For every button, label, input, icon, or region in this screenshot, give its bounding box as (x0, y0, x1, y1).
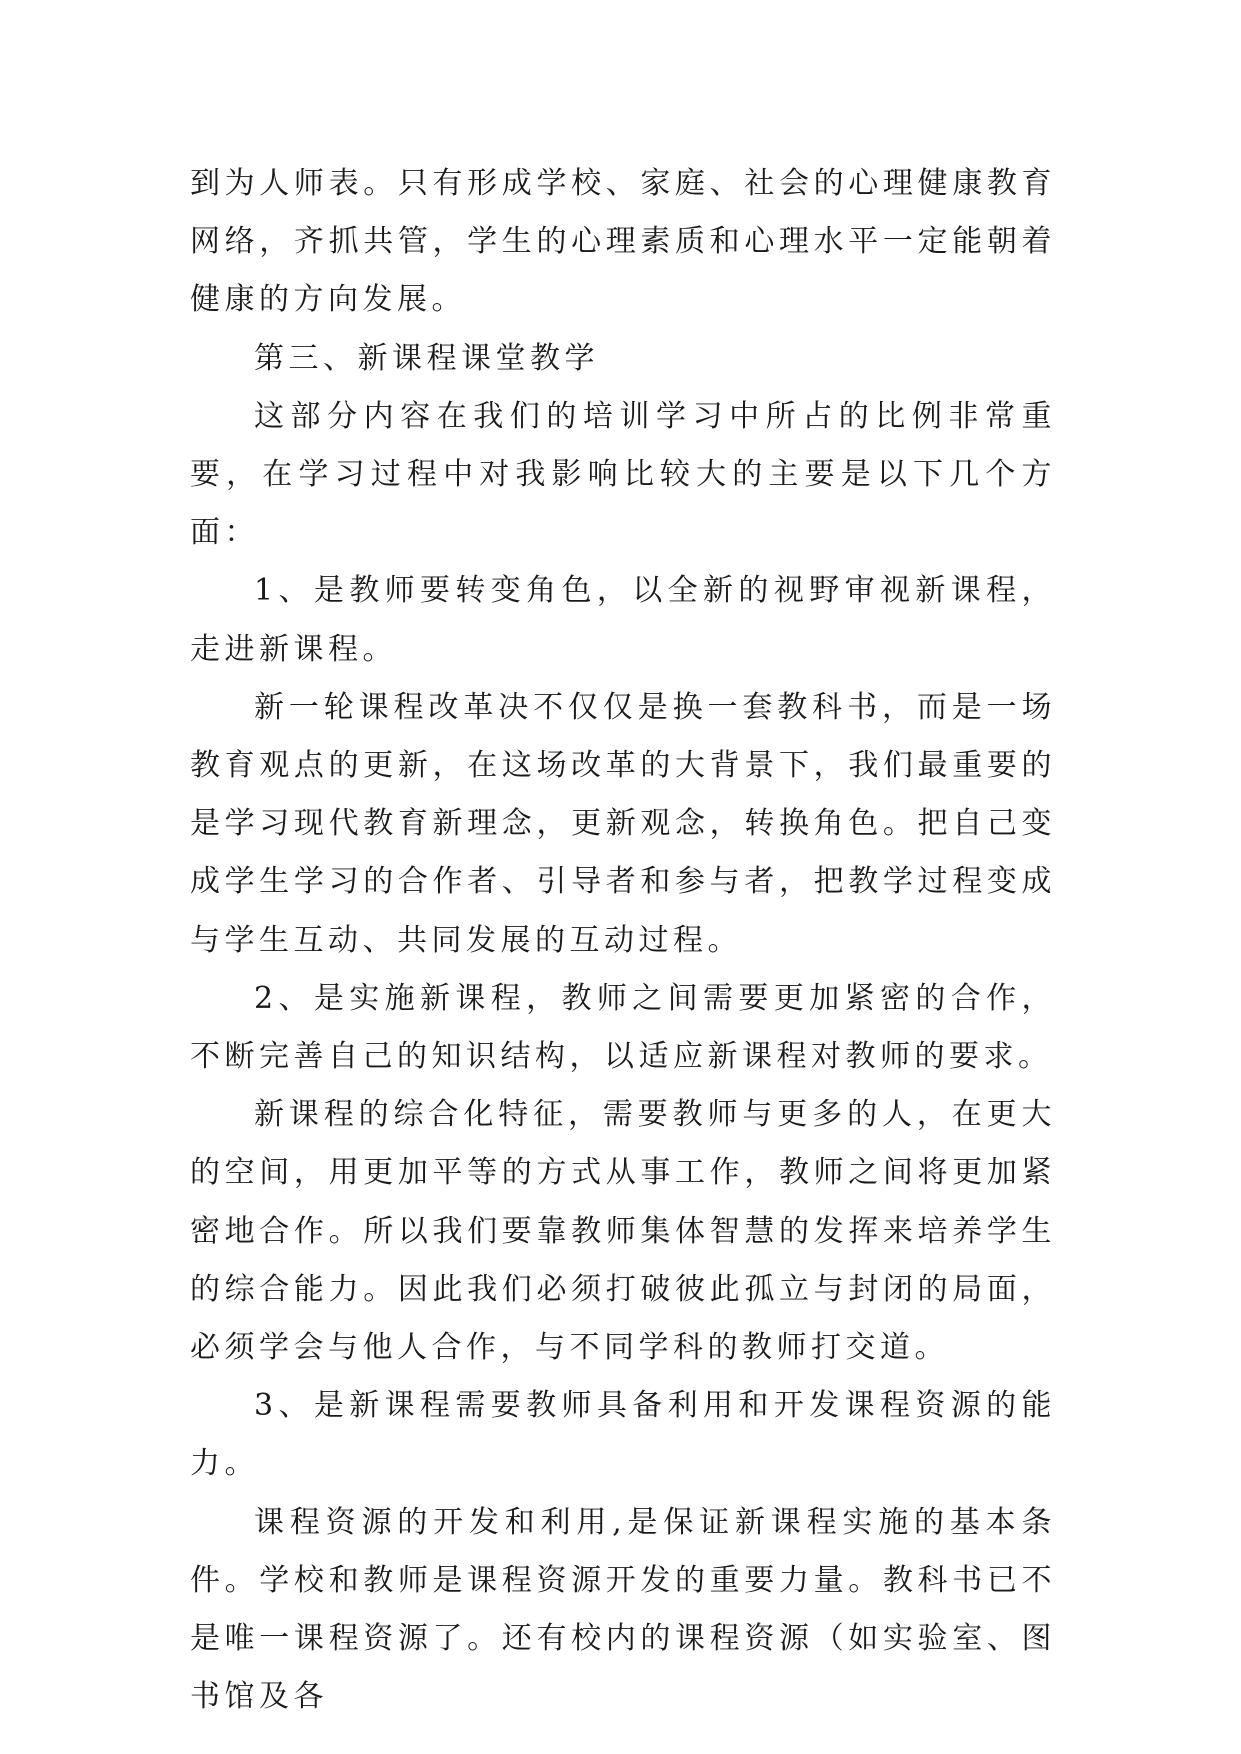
list-item-2: 2、是实施新课程，教师之间需要更加紧密的合作，不断完善自己的知识结构，以适应新课程对教师的要求。 (190, 980, 1056, 1075)
list-item-1: 1、是教师要转变角色，以全新的视野审视新课程，走进新课程。 (190, 573, 1056, 667)
paragraph-cooperation: 新课程的综合化特征，需要教师与更多的人，在更大的空间，用更加平等的方式从事工作，教师之间将更加紧密地合作。所以我们要靠教师集体智慧的发挥来培养学生的综合能力。因此我们必须打破彼此孤立与封闭的局面，必须学会与他人合作，与不同学科的教师打交道。 (190, 1097, 1056, 1366)
paragraph-intro: 这部分内容在我们的培训学习中所占的比例非常重要，在学习过程中对我影响比较大的主要是以下几个方面： (190, 398, 1056, 551)
paragraph-resources: 课程资源的开发和利用,是保证新课程实施的基本条件。学校和教师是课程资源开发的重要力量。教科书已不是唯一课程资源了。还有校内的课程资源（如实验室、图书馆及各 (190, 1504, 1056, 1715)
section-heading-new-curriculum: 第三、新课程课堂教学 (254, 340, 599, 376)
list-item-3: 3、是新课程需要教师具备利用和开发课程资源的能力。 (190, 1388, 1056, 1482)
paragraph-role-change: 新一轮课程改革决不仅仅是换一套教科书，而是一场教育观点的更新，在这场改革的大背景下，我们最重要的是学习现代教育新理念，更新观念，转换角色。把自己变成学生学习的合作者、引导者和参与者，把教学过程变成与学生互动、共同发展的互动过程。 (190, 689, 1056, 958)
document-body (190, 155, 1056, 1726)
paragraph-continuation: 到为人师表。只有形成学校、家庭、社会的心理健康教育网络，齐抓共管，学生的心理素质和心理水平一定能朝着健康的方向发展。 (190, 166, 1056, 318)
